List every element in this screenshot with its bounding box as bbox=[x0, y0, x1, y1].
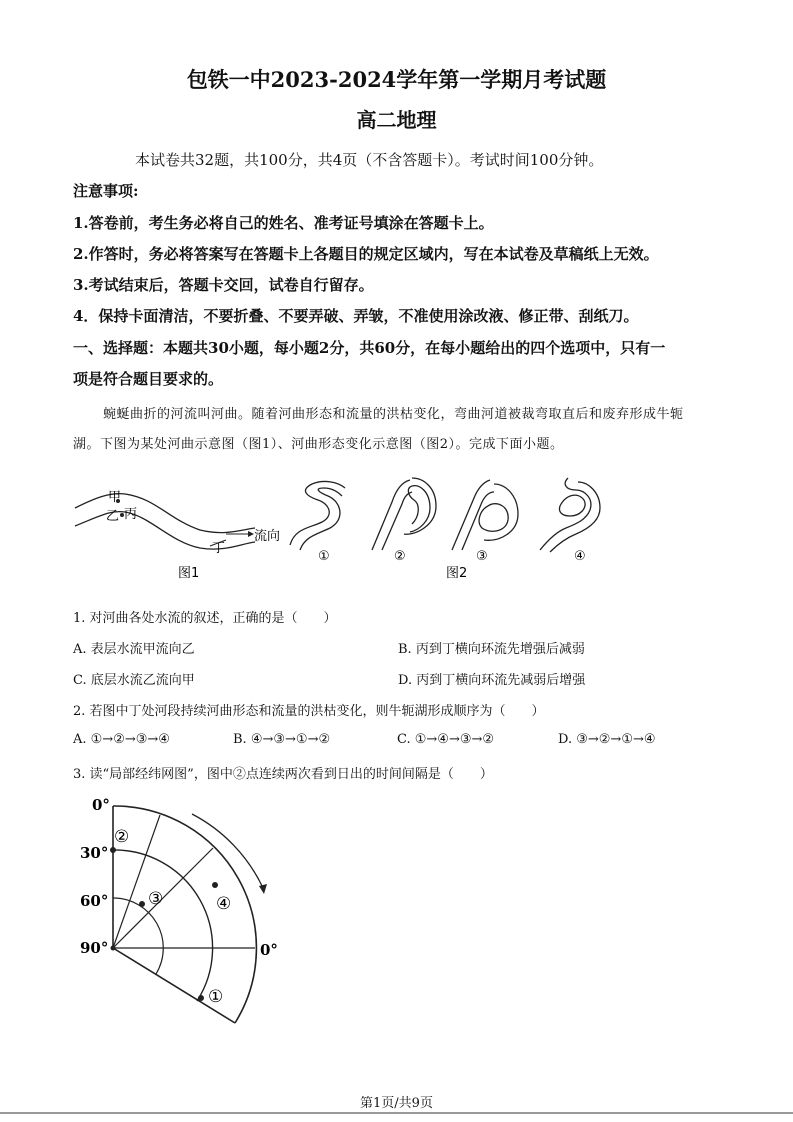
notice-item-2: 2.作答时，务必将答案写在答题卡上各题目的规定区域内，写在本试卷及草稿纸上无效。 bbox=[73, 245, 659, 263]
figure2-stage-2 bbox=[372, 478, 436, 550]
lat-label-30: 30° bbox=[80, 844, 109, 862]
point-label-2: ② bbox=[114, 827, 130, 847]
q1-stem: 1. 对河曲各处水流的叙述，正确的是（ ） bbox=[73, 611, 337, 626]
q2-option-c: C. ①→④→③→② bbox=[397, 732, 495, 747]
notice-item-1: 1.答卷前，考生务必将自己的姓名、准考证号填涂在答题卡上。 bbox=[73, 214, 494, 232]
point-label-1: ① bbox=[208, 987, 224, 1007]
q2-option-a: A. ①→②→③→④ bbox=[73, 732, 170, 747]
figure2-stage-4 bbox=[540, 478, 600, 552]
q1-option-a: A. 表层水流甲流向乙 bbox=[73, 642, 195, 657]
figure2-stage-1 bbox=[290, 481, 345, 550]
exam-intro: 本试卷共32题，共100分，共4页（不含答题卡）。考试时间100分钟。 bbox=[135, 151, 604, 169]
stage-label-1: ① bbox=[318, 549, 330, 564]
figure2-caption: 图2 bbox=[446, 566, 468, 581]
q2-option-b: B. ④→③→①→② bbox=[233, 732, 331, 747]
q2-option-d: D. ③→②→①→④ bbox=[558, 732, 656, 747]
q1-option-b: B. 丙到丁横向环流先增强后减弱 bbox=[398, 642, 585, 657]
point-label-3: ③ bbox=[148, 889, 164, 909]
notice-item-3: 3.考试结束后，答题卡交回，试卷自行留存。 bbox=[73, 276, 374, 294]
passage-line1: 蜿蜒曲折的河流叫河曲。随着河曲形态和流量的洪枯变化，弯曲河道被裁弯取直后和废弃形成牛轭 bbox=[103, 407, 684, 422]
label-ding: 丁 bbox=[212, 541, 226, 556]
stage-label-3: ③ bbox=[476, 549, 488, 564]
label-jia: 甲 bbox=[108, 490, 122, 505]
figure1-caption: 图1 bbox=[178, 566, 200, 581]
subject-title: 高二地理 bbox=[356, 108, 437, 132]
lon-label-0: 0° bbox=[260, 941, 278, 959]
section1-line1: 一、选择题：本题共30小题，每小题2分，共60分，在每小题给出的四个选项中，只有一 bbox=[73, 339, 666, 357]
q2-stem: 2. 若图中丁处河段持续河曲形态和流量的洪枯变化，则牛轭湖形成顺序为（ ） bbox=[73, 704, 545, 719]
q3-stem: 3. 读“局部经纬网图”，图中②点连续两次看到日出的时间间隔是（ ） bbox=[73, 767, 493, 782]
figure2-stage-3 bbox=[452, 480, 518, 550]
page-number: 第1页/共9页 bbox=[360, 1096, 433, 1111]
label-bing: 丙 bbox=[124, 507, 138, 522]
exam-title: 包铁一中2023-2024学年第一学期月考试题 bbox=[186, 67, 607, 92]
lat-label-60: 60° bbox=[80, 892, 109, 910]
label-flow: 流向 bbox=[254, 529, 281, 544]
label-yi: 乙 bbox=[106, 509, 120, 524]
section1-line2: 项是符合题目要求的。 bbox=[73, 370, 224, 388]
figure1-river bbox=[75, 494, 255, 549]
lat-label-0: 0° bbox=[92, 796, 110, 814]
notice-item-4: 4．保持卡面清洁，不要折叠、不要弄破、弄皱，不准使用涂改液、修正带、刮纸刀。 bbox=[73, 307, 639, 325]
passage-line2: 湖。下图为某处河曲示意图（图1）、河曲形态变化示意图（图2）。完成下面小题。 bbox=[73, 437, 564, 452]
q1-option-c: C. 底层水流乙流向甲 bbox=[73, 673, 195, 688]
q1-option-d: D. 丙到丁横向环流先减弱后增强 bbox=[398, 673, 586, 688]
point-label-4: ④ bbox=[216, 894, 232, 914]
stage-label-4: ④ bbox=[574, 549, 586, 564]
page-bottom-rule bbox=[0, 1112, 793, 1114]
graticule-figure bbox=[70, 790, 310, 1040]
lat-label-90: 90° bbox=[80, 939, 109, 957]
stage-label-2: ② bbox=[394, 549, 406, 564]
notice-heading: 注意事项: bbox=[73, 182, 139, 200]
river-figures bbox=[0, 470, 793, 590]
